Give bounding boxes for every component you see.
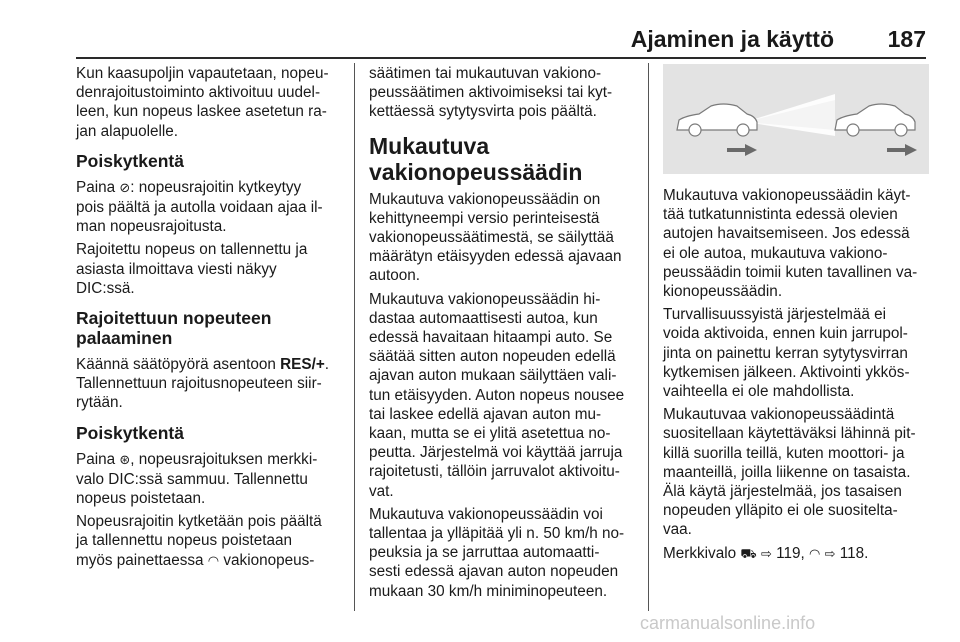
page-number: 187	[887, 26, 926, 52]
paragraph	[76, 355, 342, 413]
section-title: Ajaminen ja käyttö	[630, 26, 834, 52]
text: Paina	[76, 450, 120, 468]
paragraph: Mukautuva vakionopeussäädin hi- dastaa automaattisesti autoa, kun edessä havaitaan hitaampi auto. Se säätää sitten auton nopeuden edellä ajavan auton mukaan säilyttäen vali- tun etäisyyden. Auton nopeus nousee tai laskee edellä ajavan auton mu- kaan, mutta se ei ylitä asetettua no- peutta. Järjestelmä voi käyttää jarruja rajoitetusti, tällöin jarruvalot aktivoitu- vat.	[369, 290, 625, 500]
page-header	[76, 0, 926, 50]
heading-poiskytkenta-1: Poiskytkentä	[76, 150, 184, 171]
watermark: carmanualsonline.info	[640, 613, 816, 633]
text: , nopeusrajoituksen merkki- valo DIC:ssä sammuu. Tallennettu nopeus poistetaan.	[76, 450, 318, 508]
page-ref-icon: ⇨	[824, 546, 836, 562]
page-ref-icon: ⇨	[760, 546, 772, 562]
column-3	[663, 64, 929, 568]
paragraph: Mukautuva vakionopeussäädin on kehittyneempi versio perinteisestä vakionopeussäätimestä, se säilyttää määrätyn etäisyyden edessä ajavaan autoon.	[369, 190, 622, 285]
paragraph	[76, 178, 342, 237]
paragraph	[76, 512, 342, 571]
paragraph	[76, 450, 342, 509]
header-rule	[76, 57, 926, 59]
vehicle-ahead-icon: ⛟	[740, 546, 757, 562]
cruise-control-icon: ◠	[207, 553, 220, 569]
text: Käännä säätöpyörä asentoon	[76, 356, 281, 374]
column-2	[369, 64, 635, 605]
text: 118.	[835, 544, 869, 562]
column-divider-1	[354, 63, 355, 611]
text: . Tallennettuun rajoitusnopeuteen siir- rytään.	[76, 356, 330, 412]
paragraph: Rajoitettu nopeus on tallennettu ja asiasta ilmoittava viesti näkyy DIC:ssä.	[76, 241, 308, 297]
paragraph: Turvallisuussyistä järjestelmää ei voida aktivoida, ennen kuin jarrupol- jinta on painettu kerran sytytysvirran kytkemisen jälkeen. Aktivointi ykkös- vaihteella ei ole mahdollista.	[663, 306, 910, 401]
paragraph: säätimen tai mukautuvan vakiono- peussäätimen aktivoimiseksi tai kyt- kettäessä sytytysvirta pois päältä.	[369, 65, 613, 121]
text: Merkkivalo	[663, 544, 741, 562]
column-1	[76, 64, 342, 575]
heading-poiskytkenta-2: Poiskytkentä	[76, 422, 184, 443]
paragraph: Mukautuva vakionopeussäädin käyt- tää tutkatunnistinta edessä olevien autojen havaitsemiseen. Jos edessä ei ole autoa, mukautuva vakiono- peussäädin toimii kuten tavallinen va- kionopeussäädin.	[663, 187, 918, 301]
limiter-off-icon: ⊘	[119, 180, 131, 196]
text: : nopeusrajoitin kytkeytyy pois päältä ja autolla voidaan ajaa il- man nopeusrajoitusta.	[76, 178, 323, 236]
text: Nopeusrajoitin kytketään pois päältä ja tallennettu nopeus poistetaan myös painettaessa	[76, 513, 322, 569]
column-divider-2	[648, 63, 649, 611]
paragraph: Kun kaasupoljin vapautetaan, nopeu- denrajoitustoiminto aktivoituu uudel- leen, kun nopeus laskee asetetun ra- jan alapuolelle.	[76, 65, 329, 140]
text: Paina	[76, 178, 120, 196]
text: vakionopeus-	[219, 551, 315, 569]
steering-wheel-icon: ⊛	[119, 452, 131, 468]
heading-rajoitettuun-nopeuteen: Rajoitettuun nopeuteen palaaminen	[76, 308, 272, 349]
res-plus-label: RES/+	[280, 356, 325, 374]
paragraph: Mukautuvaa vakionopeussäädintä suositellaan käytettäväksi lähinnä pit- killä suorilla teillä, kuten moottori- ja maanteillä, joilla liikenne on tasaista. Älä käytä järjestelmää, jos tasaisen nopeuden ylläpito ei ole suositelta- vaa.	[663, 406, 916, 539]
cruise-control-icon: ◠	[809, 546, 821, 562]
paragraph	[663, 544, 929, 564]
heading-mukautuva-vakionopeussaadin: Mukautuva vakionopeussäädin	[369, 132, 583, 185]
paragraph: Mukautuva vakionopeussäädin voi tallentaa ja ylläpitää yli n. 50 km/h no- peuksia ja se jarruttaa automaatti- sesti edessä ajavan auton nopeuden mukaan 30 km/h miniminopeuteen.	[369, 505, 625, 600]
text: 119,	[771, 544, 810, 562]
adaptive-cruise-illustration	[663, 64, 929, 174]
